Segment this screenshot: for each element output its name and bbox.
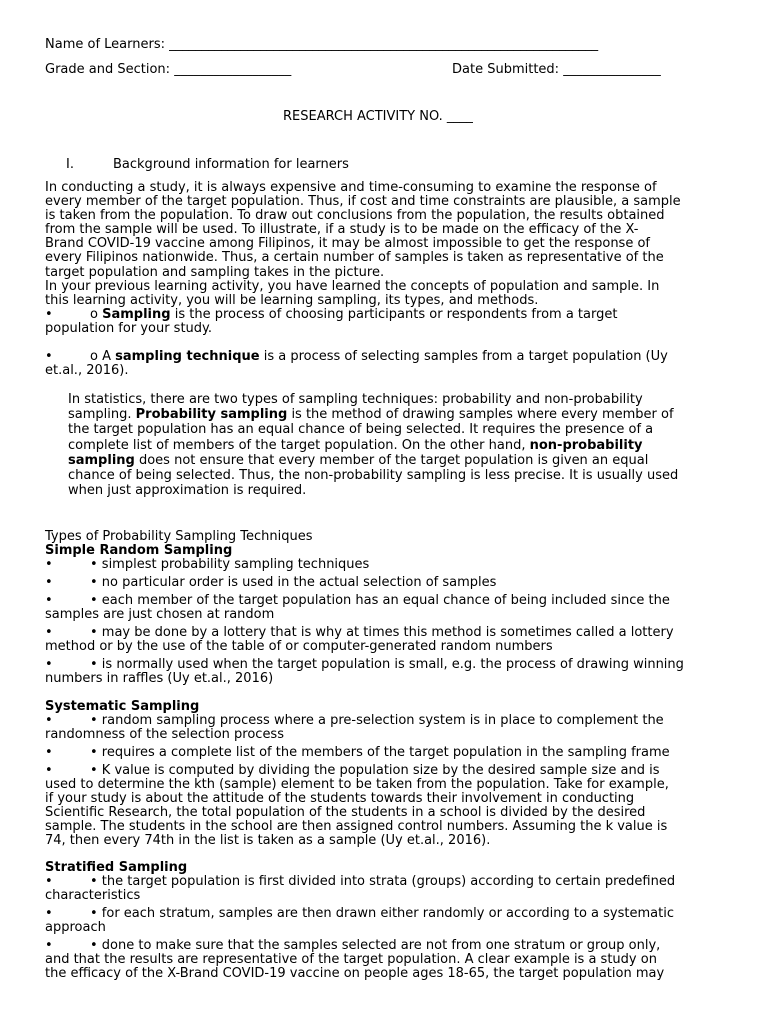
stats-line: the target population has an equal chance of being selected. It requires the presence of a xyxy=(68,422,654,438)
definition-sampling xyxy=(45,308,617,336)
list-item: • • random sampling process where a pre-selection system is in place to complement the randomness of the selection process xyxy=(45,713,664,743)
intro-line: In conducting a study, it is always expensive and time-consuming to examine the response of xyxy=(45,180,657,195)
list-item: • • requires a complete list of the members of the target population in the sampling frame xyxy=(45,745,670,760)
types-title: Types of Probability Sampling Techniques xyxy=(45,529,313,544)
definition-text: population for your study. xyxy=(45,321,213,337)
list-item: • • may be done by a lottery that is why at times this method is sometimes called a lottery method or by the use of the table of or computer-generated random numbers xyxy=(45,625,674,655)
stats-line: complete list of members of the target population. On the other hand, non-probability xyxy=(68,437,643,453)
stats-line: when just approximation is required. xyxy=(68,483,307,499)
definition-text: et.al., 2016). xyxy=(45,363,129,379)
date-submitted-field xyxy=(452,63,661,77)
term-sampling-technique: sampling technique xyxy=(115,349,260,364)
simple-random-heading: Simple Random Sampling xyxy=(45,543,233,558)
stats-line: sampling. Probability sampling is the method of drawing samples where every member of xyxy=(68,407,674,423)
stats-line: chance of being selected. Thus, the non-probability sampling is less precise. It is usually used xyxy=(68,468,679,484)
list-item: • • is normally used when the target population is small, e.g. the process of drawing winning numbers in raffles (Uy et.al., 2016) xyxy=(45,657,684,687)
stats-line: sampling does not ensure that every member of the target population is given an equal xyxy=(68,452,649,468)
date-label: Date Submitted: xyxy=(452,62,560,77)
intro-line: from the sample will be used. To illustrate, if a study is to be made on the efficacy of the X- xyxy=(45,222,639,238)
grade-label: Grade and Section: xyxy=(45,62,171,77)
definition-text: is the process of choosing participants or respondents from a target xyxy=(170,307,618,322)
sub-marker: o A xyxy=(90,349,111,364)
list-item: • • for each stratum, samples are then drawn either randomly or according to a systematic approach xyxy=(45,906,674,936)
grade-blank-line: __________________ xyxy=(174,62,292,77)
term-sampling-bold: sampling xyxy=(68,452,135,468)
list-item: • • K value is computed by dividing the population size by the desired sample size and is used to determine the kth (sample) element to be taken from the population. Take for example, if your study is about the attitude of the students towards their involvement in conducting Scientific Research, the total population of the students in a school is divided by the desired sample. The students in the school are then assigned control numbers. Assuming the k value is 74, then every 74th in the list is taken as a sample (Uy et.al., 2016). xyxy=(45,763,669,849)
name-label: Name of Learners: xyxy=(45,37,165,52)
activity-title: RESEARCH ACTIVITY NO. ____ xyxy=(283,109,473,124)
intro-line: Brand COVID-19 vaccine among Filipinos, it may be almost impossible to get the response of xyxy=(45,236,650,252)
list-item: • • simplest probability sampling techniques xyxy=(45,557,370,572)
intro-line: every member of the target population. Thus, if cost and time constraints are plausible, a sample xyxy=(45,194,681,210)
intro-line: In your previous learning activity, you have learned the concepts of population and sample. In xyxy=(45,278,660,294)
definition-sampling-technique xyxy=(45,350,668,378)
intro-line: this learning activity, you will be learning sampling, its types, and methods. xyxy=(45,292,539,308)
systematic-heading: Systematic Sampling xyxy=(45,699,200,714)
term-sampling: Sampling xyxy=(102,307,171,322)
list-item: • • each member of the target population has an equal chance of being included since the samples are just chosen at random xyxy=(45,593,670,623)
section-numeral: I. xyxy=(66,157,74,172)
stratified-heading: Stratified Sampling xyxy=(45,860,188,875)
name-blank-line: __________________________________________________________________ xyxy=(169,37,599,52)
intro-line: every Filipinos nationwide. Thus, a certain number of samples is taken as representative of the xyxy=(45,250,664,266)
definition-text: is a process of selecting samples from a target population (Uy xyxy=(259,349,668,364)
bullet: • xyxy=(45,349,53,364)
grade-section-field xyxy=(45,63,291,77)
section-heading: Background information for learners xyxy=(113,157,349,172)
list-item: • • done to make sure that the samples selected are not from one stratum or group only, and that the results are representative of the target population. A clear example is a study on the efficacy of the X-Brand COVID-19 vaccine on people ages 18-65, the target population may xyxy=(45,938,665,982)
intro-paragraph xyxy=(45,181,681,308)
stats-line: In statistics, there are two types of sampling techniques: probability and non-probability xyxy=(68,392,643,407)
list-item: • • the target population is first divided into strata (groups) according to certain predefined characteristics xyxy=(45,874,676,904)
bullet: • xyxy=(45,307,53,322)
term-non-probability: non-probability xyxy=(529,437,643,453)
list-item: • • no particular order is used in the actual selection of samples xyxy=(45,575,497,590)
name-of-learners-field xyxy=(45,38,598,52)
sub-marker: o xyxy=(90,307,98,322)
statistics-paragraph xyxy=(68,392,678,498)
intro-line: target population and sampling takes in the picture. xyxy=(45,264,385,280)
date-blank-line: _______________ xyxy=(563,62,661,77)
intro-line: is taken from the population. To draw out conclusions from the population, the results obtained xyxy=(45,208,665,224)
term-probability-sampling: Probability sampling xyxy=(135,407,288,423)
